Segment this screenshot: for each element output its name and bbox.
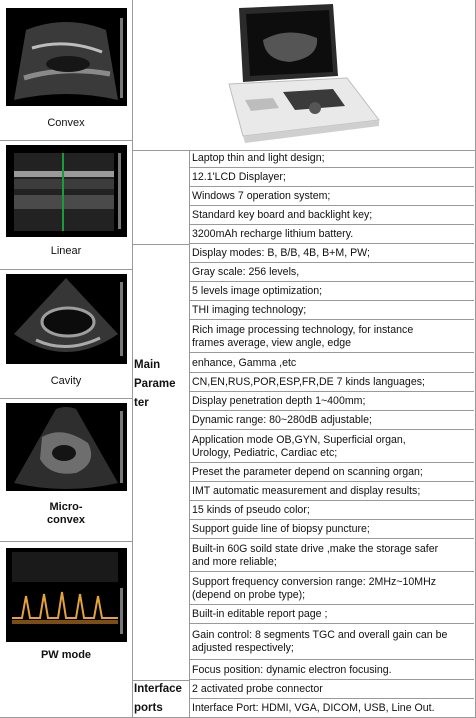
parameter-row: 5 levels image optimization; [190, 283, 474, 301]
parameter-row: Application mode OB,GYN, Superficial organ, Urology, Pediatric, Cardiac etc; [190, 431, 474, 463]
parameter-row: enhance, Gamma ,etc [190, 354, 474, 373]
parameter-row: Dynamic range: 80~280dB adjustable; [190, 412, 474, 430]
interface-ports-label: Interface ports [134, 683, 182, 714]
feature-row: Standard key board and backlight key; [190, 207, 474, 225]
micro-convex-ultrasound-image [6, 403, 127, 491]
parameter-row: Rich image processing technology, for instance frames average, view angle, edge [190, 321, 474, 353]
pw-doppler-spectrum-icon [6, 548, 127, 642]
convex-ultrasound-image [6, 8, 127, 106]
parameter-row: Built-in 60G soild state drive ,make the storage safer and more reliable; [190, 540, 474, 572]
probe-label: Linear [50, 245, 82, 257]
interface-row: 2 activated probe connector [190, 681, 474, 699]
probe-label: Convex [47, 117, 85, 129]
feature-row: Windows 7 operation system; [190, 188, 474, 206]
parameter-row: Support guide line of biopsy puncture; [190, 521, 474, 539]
laptop-image-cell [133, 0, 476, 151]
pw-doppler-image [6, 548, 127, 642]
cavity-scan-icon [6, 274, 127, 364]
parameter-row: Gain control: 8 segments TGC and overall gain can be adjusted respectively; [190, 625, 474, 660]
parameter-row: Display modes: B, B/B, 4B, B+M, PW; [190, 245, 474, 263]
parameter-row: Focus position: dynamic electron focusing. [190, 661, 474, 680]
probe-cell-linear [0, 141, 132, 269]
parameter-row: Preset the parameter depend on scanning organ; [190, 464, 474, 482]
parameter-row: IMT automatic measurement and display results; [190, 483, 474, 501]
interface-row: Interface Port: HDMI, VGA, DICOM, USB, Line Out. [192, 702, 435, 714]
probe-label: Micro- convex [47, 501, 85, 526]
probe-cell-micro-convex [0, 399, 132, 541]
probe-cell-convex [0, 0, 132, 140]
probe-column [0, 0, 133, 718]
parameter-row: 15 kinds of pseudo color; [190, 502, 474, 520]
probe-cell-pw-mode [0, 542, 132, 718]
probe-label: PW mode [40, 649, 92, 661]
linear-scan-icon [6, 145, 127, 237]
main-parameter-label: Main Parame ter [134, 359, 176, 409]
cavity-ultrasound-image [6, 274, 127, 364]
feature-row: 12.1'LCD Displayer; [190, 169, 474, 187]
parameter-row: Gray scale: 256 levels, [190, 264, 474, 282]
micro-convex-scan-icon [6, 403, 127, 491]
parameter-row: Support frequency conversion range: 2MHz~10MHz (depend on probe type); [190, 573, 474, 605]
feature-row: Laptop thin and light design; [190, 150, 474, 168]
feature-row: 3200mAh recharge lithium battery. [190, 226, 474, 244]
laptop-ultrasound-device-icon [133, 0, 476, 150]
linear-ultrasound-image [6, 145, 127, 237]
parameter-row: THI imaging technology; [190, 302, 474, 320]
convex-scan-icon [6, 8, 127, 106]
probe-label: Cavity [50, 375, 82, 387]
probe-cell-cavity [0, 270, 132, 398]
parameter-row: Display penetration depth 1~400mm; [190, 393, 474, 411]
parameter-row: Built-in editable report page ; [190, 606, 474, 624]
parameter-row: CN,EN,RUS,POR,ESP,FR,DE 7 kinds languages; [190, 374, 474, 392]
